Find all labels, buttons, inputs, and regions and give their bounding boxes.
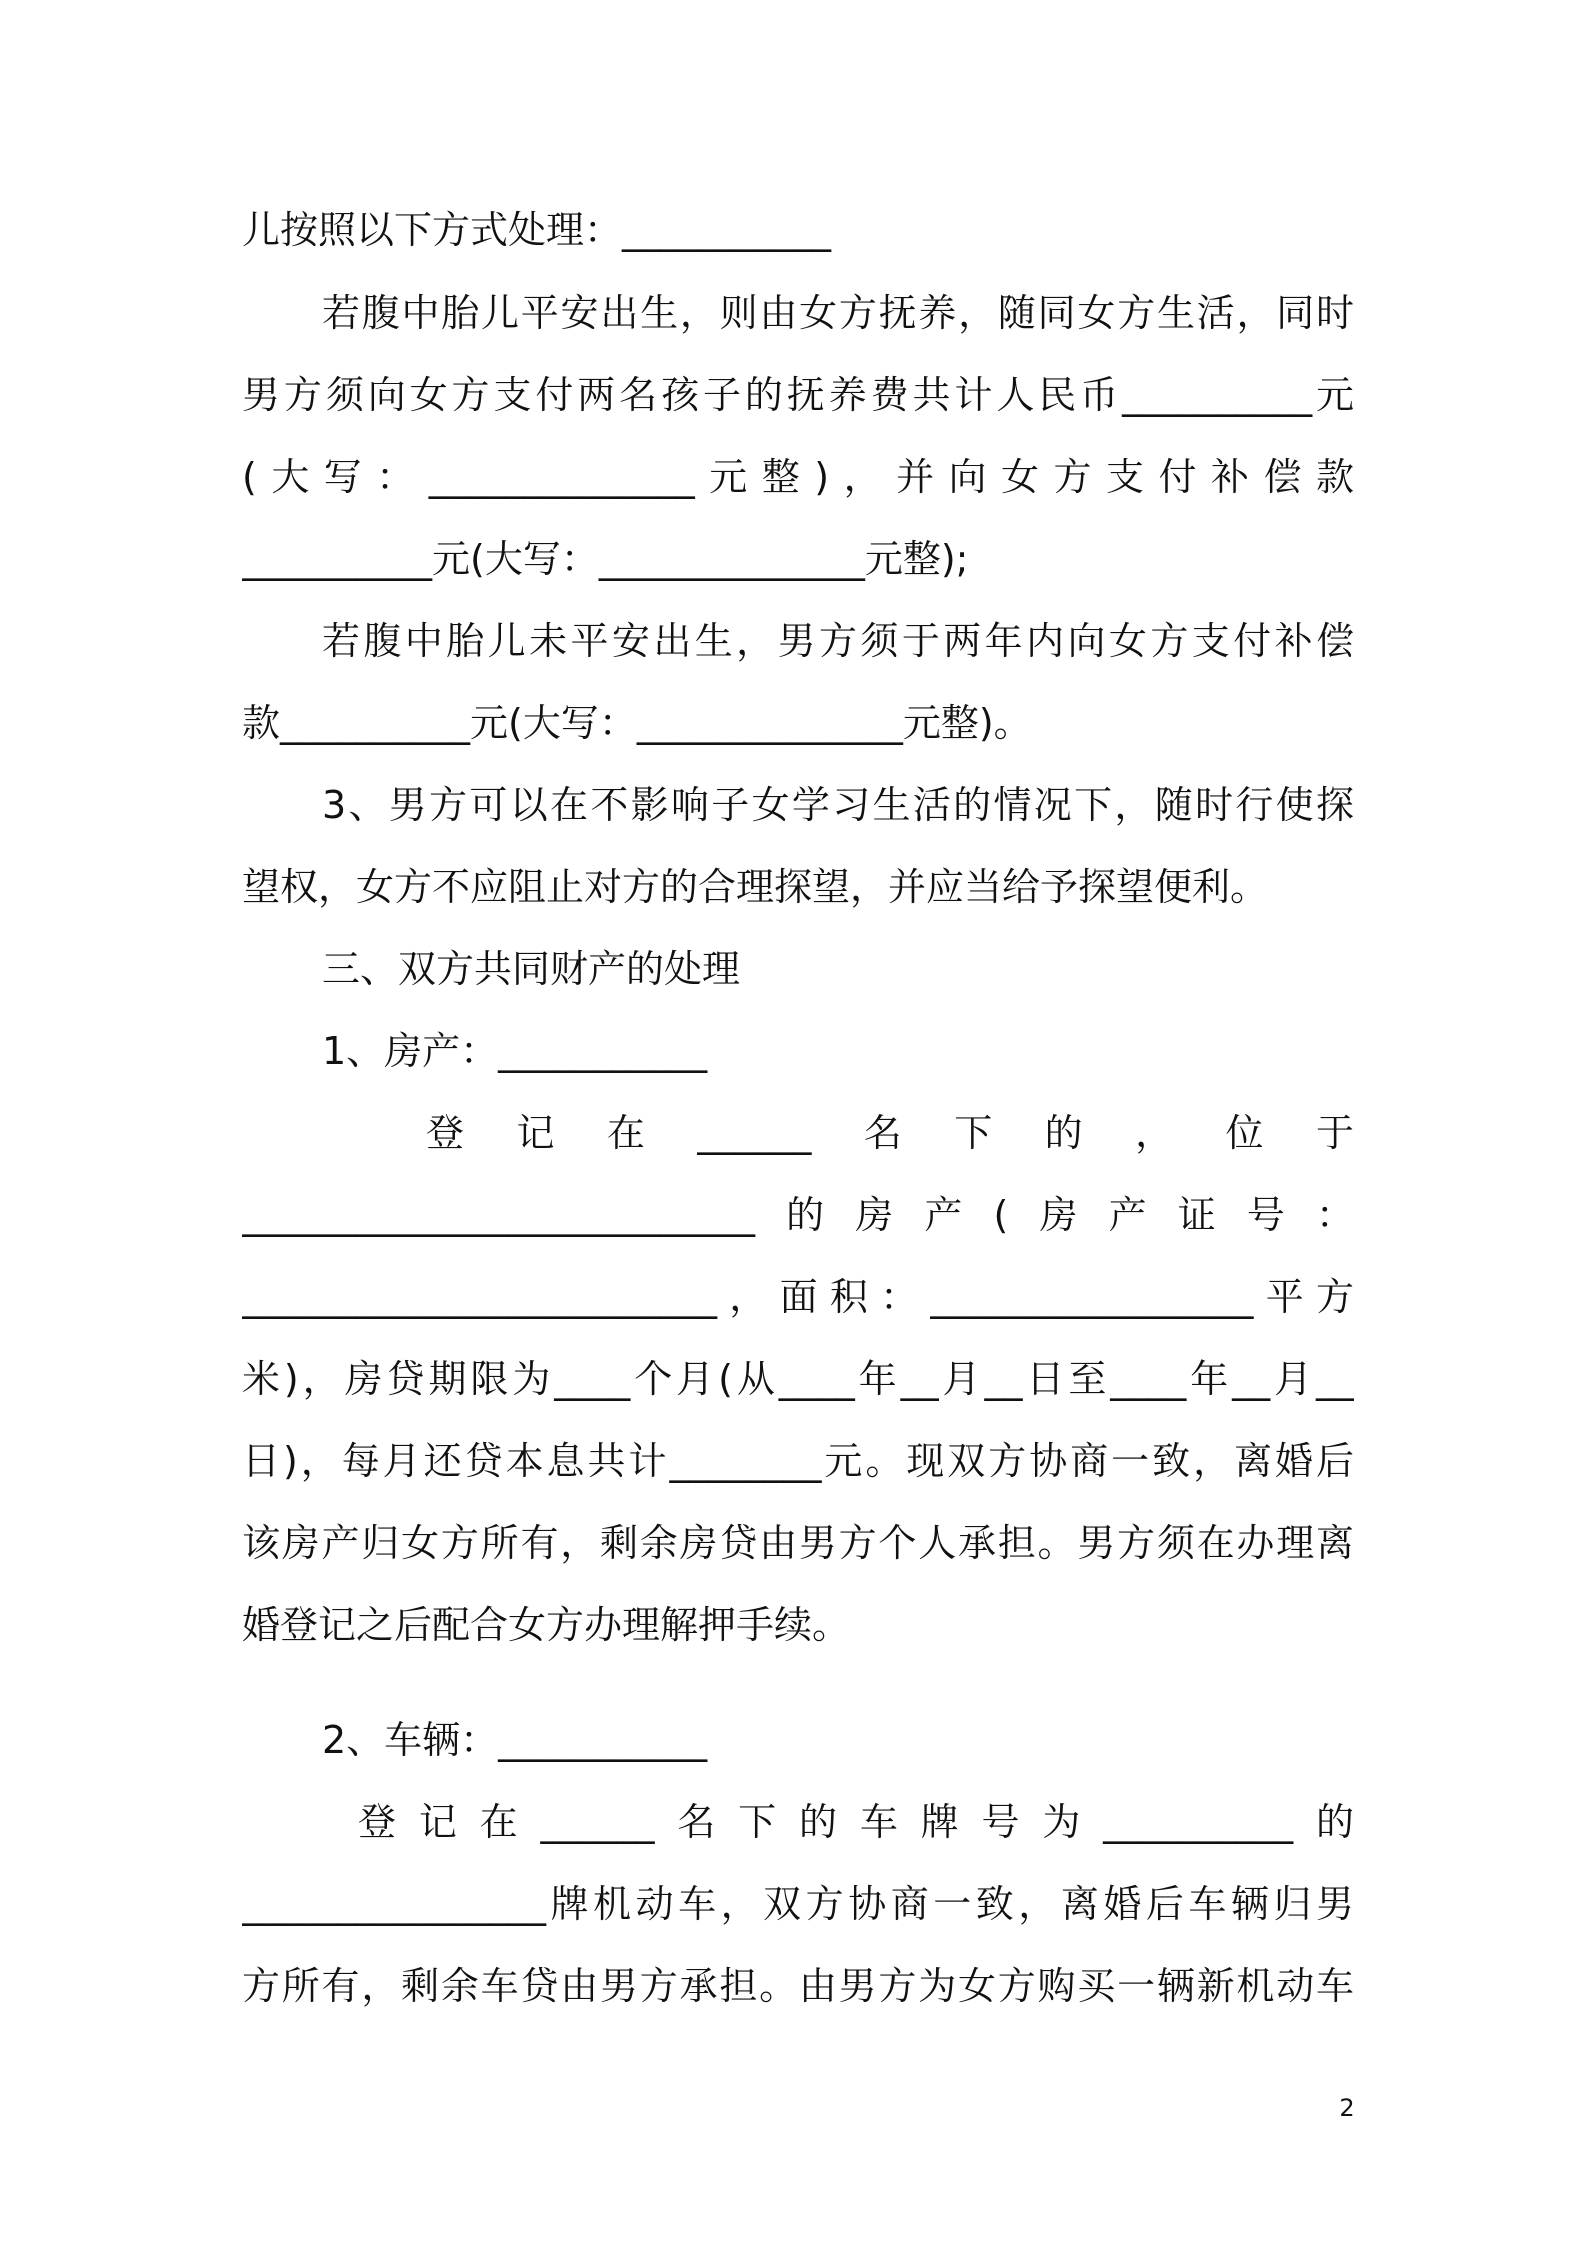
text-line: 方所有，剩余车贷由男方承担。由男方为女方购买一辆新机动车 bbox=[242, 1964, 1354, 2008]
text-line: 1、房产：___________ bbox=[322, 1029, 708, 1073]
text-line: _________________________，面积：_________________平方 bbox=[242, 1275, 1354, 1319]
text-line: ___________________________的房产(房产证号： bbox=[242, 1193, 1354, 1237]
page-number: 2 bbox=[1339, 2094, 1355, 2122]
text-line: 儿按照以下方式处理：___________ bbox=[242, 208, 832, 252]
text-line: 若腹中胎儿平安出生，则由女方抚养，随同女方生活，同时 bbox=[322, 291, 1354, 335]
text-line: ________________牌机动车，双方协商一致，离婚后车辆归男 bbox=[242, 1882, 1354, 1926]
text-line: 婚登记之后配合女方办理解押手续。 bbox=[242, 1603, 851, 1647]
text-line: 日)，每月还贷本息共计________元。现双方协商一致，离婚后 bbox=[242, 1439, 1354, 1483]
text-line: 登记在______名下的车牌号为__________的 bbox=[358, 1800, 1354, 1844]
text-line: 若腹中胎儿未平安出生，男方须于两年内向女方支付补偿 bbox=[322, 619, 1354, 663]
text-line: 3、男方可以在不影响子女学习生活的情况下，随时行使探 bbox=[322, 783, 1354, 827]
text-line: 该房产归女方所有，剩余房贷由男方个人承担。男方须在办理离 bbox=[242, 1521, 1354, 1565]
text-line: (大写：______________元整)，并向女方支付补偿款 bbox=[242, 455, 1354, 499]
text-line: 米)，房贷期限为____个月(从____年__月__日至____年__月__ bbox=[242, 1357, 1354, 1401]
section-heading: 三、双方共同财产的处理 bbox=[322, 947, 741, 991]
text-line: __________元(大写：______________元整); bbox=[242, 537, 969, 581]
text-line: 男方须向女方支付两名孩子的抚养费共计人民币__________元 bbox=[242, 373, 1354, 417]
text-line: 登记在______名下的，位于 bbox=[426, 1111, 1354, 1155]
text-line: 2、车辆：___________ bbox=[322, 1718, 708, 1762]
text-line: 望权，女方不应阻止对方的合理探望，并应当给予探望便利。 bbox=[242, 865, 1269, 909]
text-line: 款__________元(大写：______________元整)。 bbox=[242, 701, 1032, 745]
